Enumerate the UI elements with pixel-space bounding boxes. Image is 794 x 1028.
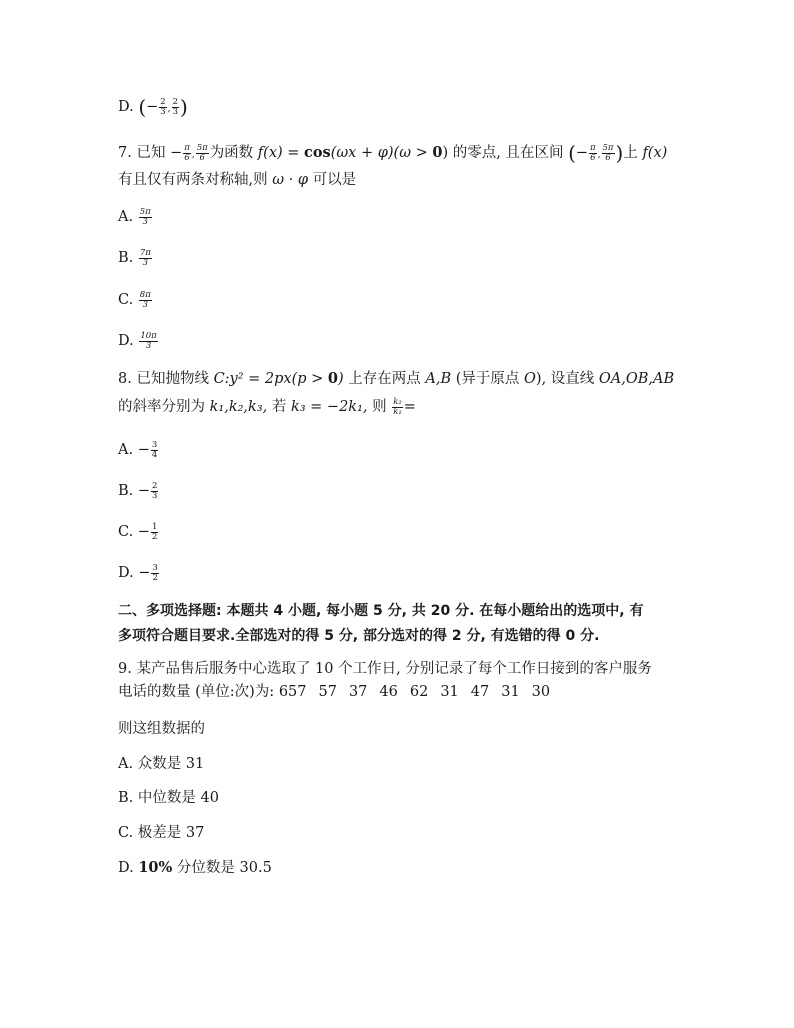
q9-stem-line3: 则这组数据的 (118, 721, 205, 737)
numerator: π (590, 142, 596, 153)
denominator: 3 (142, 299, 148, 310)
q9-option-a (118, 754, 204, 774)
math-expression: A,B (425, 371, 452, 387)
question-number: 8. (118, 371, 132, 387)
paren-right: ) (180, 95, 188, 119)
fraction (139, 332, 157, 351)
option-label: A. (118, 442, 134, 458)
option-text: 极差是 37 (137, 825, 205, 841)
numerator: k₂ (393, 396, 402, 407)
option-label: B. (118, 250, 134, 266)
section2-heading-line1: 二、多项选择题: 本题共 4 小题, 每小题 5 分, 共 20 分. 在每小题给出的选项中, 有 (118, 603, 644, 619)
denominator: 3 (160, 106, 166, 117)
numerator: 5π (139, 206, 151, 217)
fraction (139, 249, 152, 268)
equals-sign: = (403, 399, 416, 415)
numerator: 2 (152, 480, 158, 491)
fraction (589, 144, 597, 163)
stem-text: 若 (271, 399, 287, 415)
fraction (196, 144, 209, 163)
q7-option-b (118, 248, 153, 268)
comma: , (167, 104, 171, 114)
option-label: D. (118, 860, 134, 876)
stem-text: ), 设直线 (535, 371, 595, 387)
data-value: 37 (348, 684, 368, 700)
data-value: 31 (440, 684, 459, 700)
math-cos: cos (304, 144, 331, 161)
q9-option-d (118, 858, 272, 878)
q8-stem-line1 (118, 369, 674, 389)
option-percent: 10% (138, 859, 173, 876)
fraction (151, 482, 158, 501)
option-label: D. (118, 565, 134, 581)
math-expression: f(x) (642, 145, 668, 161)
q7-option-a (118, 207, 153, 227)
q9-stem-line1: 9. 某产品售后服务中心选取了 10 个工作日, 分别记录了每个工作日接到的客户服务 (118, 661, 652, 677)
q8-option-c (118, 522, 159, 542)
denominator: 3 (172, 106, 179, 117)
fraction (151, 564, 158, 583)
comma: , (597, 150, 601, 160)
section2-heading-line2: 多项符合题目要求.全部选对的得 5 分, 部分选对的得 2 分, 有选错的得 0 分. (118, 628, 600, 644)
option-label: B. (118, 790, 134, 806)
fraction (151, 523, 158, 542)
math-expression: O (524, 371, 536, 387)
fraction (183, 144, 191, 163)
stem-text: 有且仅有两条对称轴,则 (118, 172, 268, 188)
denominator: 6 (590, 152, 596, 163)
stem-text: 已知 (136, 145, 166, 161)
math-expression: (ωx + φ)(ω > (330, 145, 433, 161)
numerator: 2 (172, 96, 179, 107)
question-number: 7. (118, 145, 132, 161)
data-value: 62 (409, 684, 429, 700)
denominator: k₁ (393, 406, 402, 417)
numerator: 3 (151, 439, 158, 450)
option-label: A. (118, 209, 134, 225)
paren-right: ) (615, 141, 624, 165)
math-expression: f(x) = (257, 145, 305, 161)
data-value: 31 (501, 684, 520, 700)
denominator: 2 (152, 572, 158, 583)
q9-stem-line2 (118, 682, 562, 702)
paren-left: ( (138, 95, 147, 119)
fraction (172, 98, 179, 117)
q8-stem-line2 (118, 397, 416, 417)
data-value: 30 (531, 684, 551, 700)
numerator: 5π (196, 142, 208, 153)
math-expression: k₁,k₂,k₃, (209, 399, 268, 415)
fraction (159, 98, 166, 117)
q9-option-c (118, 823, 204, 843)
data-value: 47 (470, 684, 490, 700)
q7-option-c (118, 290, 153, 310)
minus-sign: − (137, 524, 150, 540)
fraction (139, 291, 152, 310)
math-expression: C:y² = 2px(p > (213, 371, 328, 387)
data-value: 57 (318, 684, 337, 700)
denominator: 6 (605, 152, 611, 163)
denominator: 3 (152, 490, 158, 501)
numerator: 7π (139, 247, 151, 258)
minus-sign: − (137, 483, 151, 499)
option-text: 分位数是 30.5 (176, 860, 272, 876)
stem-text: 可以是 (312, 172, 357, 188)
stem-text: 则 (372, 399, 387, 415)
numerator: 2 (160, 96, 166, 107)
numerator: 5π (602, 142, 614, 153)
fraction (392, 398, 403, 417)
fraction (139, 208, 152, 227)
math-zero: 0 (327, 370, 338, 387)
math-expression: k₃ = −2k₁, (290, 399, 368, 415)
stem-text: 已知抛物线 (136, 371, 209, 387)
numerator: 8π (139, 289, 151, 300)
denominator: 3 (145, 340, 152, 351)
minus-sign: − (170, 145, 183, 161)
fraction (602, 144, 615, 163)
option-text: 众数是 31 (137, 756, 205, 772)
option-text: 中位数是 40 (137, 790, 219, 806)
math-expression: ω · φ (272, 172, 309, 188)
stem-text: ) 的零点, 且在区间 (442, 145, 564, 161)
q7-stem-line2 (118, 170, 356, 190)
q7-stem-line1 (118, 143, 667, 165)
q6-option-d (118, 97, 188, 119)
denominator: 3 (142, 216, 148, 227)
stem-text: (异于原点 (455, 371, 520, 387)
q9-data-values (279, 684, 562, 700)
option-label: C. (118, 292, 134, 308)
denominator: 4 (151, 449, 158, 460)
stem-text: 上存在两点 (348, 371, 421, 387)
numerator: π (184, 142, 190, 153)
denominator: 6 (199, 152, 205, 163)
numerator: 3 (152, 562, 158, 573)
denominator: 2 (151, 531, 158, 542)
option-label: D. (118, 99, 134, 115)
denominator: 6 (184, 152, 190, 163)
option-label: A. (118, 756, 134, 772)
stem-text: 上 (623, 145, 638, 161)
minus-sign: − (146, 99, 159, 115)
math-zero: 0 (432, 144, 443, 161)
option-label: D. (118, 333, 134, 349)
option-label: B. (118, 483, 134, 499)
numerator: 1 (151, 521, 158, 532)
minus-sign: − (138, 565, 151, 581)
math-expression: OA,OB,AB (598, 371, 675, 387)
data-value: 46 (379, 684, 398, 700)
numerator: 10π (140, 330, 157, 341)
stem-text: 电话的数量 (单位:次)为: (118, 684, 275, 700)
q9-option-b (118, 788, 219, 808)
math-expression: ) (338, 371, 344, 387)
comma: , (191, 150, 195, 160)
stem-text: 为函数 (209, 145, 254, 161)
denominator: 3 (142, 257, 149, 268)
q8-option-d (118, 563, 160, 583)
minus-sign: − (575, 145, 589, 161)
q8-option-b (118, 481, 159, 501)
fraction (151, 441, 158, 460)
minus-sign: − (137, 442, 150, 458)
data-value: 657 (278, 684, 307, 700)
option-label: C. (118, 825, 134, 841)
paren-left: ( (568, 141, 576, 165)
q7-option-d (118, 331, 159, 351)
option-label: C. (118, 524, 134, 540)
stem-text: 的斜率分别为 (118, 399, 205, 415)
q8-option-a (118, 440, 159, 460)
